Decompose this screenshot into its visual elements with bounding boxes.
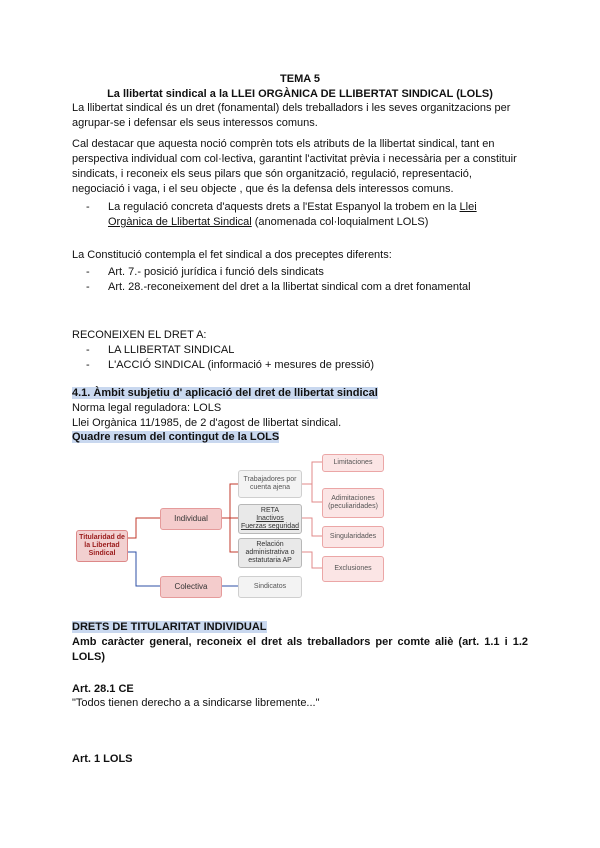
connector-exclusiones — [300, 552, 322, 568]
llei-organica: Llei Orgànica 11/1985, de 2 d'agost de llibertat sindical. — [72, 417, 342, 429]
bullet-dash: - — [86, 201, 90, 213]
connector-adimitaciones — [300, 484, 322, 502]
text-line: LOLS) — [72, 651, 105, 663]
reta-line-2: Inactivos — [256, 515, 284, 522]
diagram-colectiva-node: Colectiva — [160, 576, 222, 598]
bullet-text: (anomenada col·loquialment LOLS) — [251, 216, 429, 228]
section-heading-4-1 — [72, 386, 378, 401]
bullet-dash: - — [86, 281, 90, 293]
art-28-heading: Art. 28.1 CE — [72, 683, 134, 695]
drets-paragraph — [72, 635, 528, 665]
diagram-connectors — [72, 452, 532, 602]
section-heading-text: 4.1. Àmbit subjetiu d' aplicació del dret de llibertat sindical — [72, 387, 378, 399]
page-title: La llibertat sindical a la LLEI ORGÀNICA DE LLIBERTAT SINDICAL (LOLS) — [107, 88, 493, 100]
diagram-sindicatos-node: Sindicatos — [238, 576, 302, 598]
quadre-resum-text: Quadre resum del contingut de la LOLS — [72, 431, 280, 443]
connector-individual-relacion — [222, 518, 238, 552]
bullet-dash: - — [86, 344, 90, 356]
bullet-dash: - — [86, 359, 90, 371]
tema-number: TEMA 5 — [280, 73, 320, 85]
list-item-text: L'ACCIÓ SINDICAL (informació + mesures de pressió) — [108, 359, 375, 371]
text-line: sindicats, i reconeix els seus pilars que són organització, regulació, representació, — [72, 168, 472, 180]
diagram-individual-node: Individual — [160, 508, 222, 530]
lols-bullet — [86, 200, 528, 232]
lols-link[interactable]: Llei — [459, 201, 477, 213]
quadre-resum-heading — [72, 430, 279, 445]
norma-reguladora: Norma legal reguladora: LOLS — [72, 402, 222, 414]
text-line: negociació i vaga, i el seu objecte , que és la defensa dels interessos comuns. — [72, 183, 454, 195]
text-line: Amb caràcter general, reconeix el dret als treballadors per comte aliè (art. 1.1 i 1.2 — [72, 636, 528, 648]
lols-diagram — [72, 452, 532, 602]
connector-limitaciones — [300, 462, 322, 484]
text-line: perspectiva individual com col·lectiva, garantint l'activitat prèvia i necessària per a constituir — [72, 153, 517, 165]
reta-line-1: RETA — [260, 507, 280, 514]
drets-heading-text: DRETS DE TITULARITAT INDIVIDUAL — [72, 621, 267, 633]
intro-paragraph-2 — [72, 137, 528, 197]
list-item-text: LA LLIBERTAT SINDICAL — [108, 344, 235, 356]
text-line: La llibertat sindical és un dret (fonamental) dels treballadors i les seves organitzacions per — [72, 102, 511, 114]
list-item-text: Art. 28.-reconeixement del dret a la llibertat sindical com a dret fonamental — [108, 281, 471, 293]
reconeixen-heading: RECONEIXEN EL DRET A: — [72, 329, 207, 341]
list-item-text: Art. 7.- posició jurídica i funció dels sindicats — [108, 266, 324, 278]
diagram-relacion-node: Relación administrativa o estatutaria AP — [238, 538, 302, 568]
diagram-adimitaciones-node: Adimitaciones (peculiaridades) — [322, 488, 384, 518]
diagram-exclusiones-node: Exclusiones — [322, 556, 384, 582]
text-line: agrupar-se i defensar els seus interessos comuns. — [72, 117, 318, 129]
intro-paragraph-1 — [72, 101, 528, 131]
text-line: Cal destacar que aquesta noció comprèn tots els atributs de la llibertat sindical, tant en — [72, 138, 495, 150]
art-28-quote: "Todos tienen derecho a a sindicarse libremente..." — [72, 697, 320, 709]
connector-root-colectiva — [128, 552, 160, 586]
constitucio-intro: La Constitució contempla el fet sindical a dos preceptes diferents: — [72, 249, 392, 261]
diagram-root-node: Titularidad de la Libertad Sindical — [76, 530, 128, 562]
reta-line-3: Fuerzas seguridad — [241, 523, 299, 530]
connector-singularidades — [300, 518, 322, 536]
bullet-text: La regulació concreta d'aquests drets a l'Estat Espanyol la trobem en la — [108, 201, 460, 213]
diagram-singularidades-node: Singularidades — [322, 526, 384, 548]
diagram-reta-node — [238, 504, 302, 534]
diagram-limitaciones-node: Limitaciones — [322, 454, 384, 472]
connector-root-individual — [128, 518, 160, 538]
drets-heading — [72, 620, 267, 635]
connector-individual-trabajadores — [222, 484, 238, 518]
lols-link-continued[interactable]: Orgànica de Llibertat Sindical — [108, 216, 252, 228]
art-1-heading: Art. 1 LOLS — [72, 753, 133, 765]
bullet-dash: - — [86, 266, 90, 278]
diagram-trabajadores-node: Trabajadores por cuenta ajena — [238, 470, 302, 498]
